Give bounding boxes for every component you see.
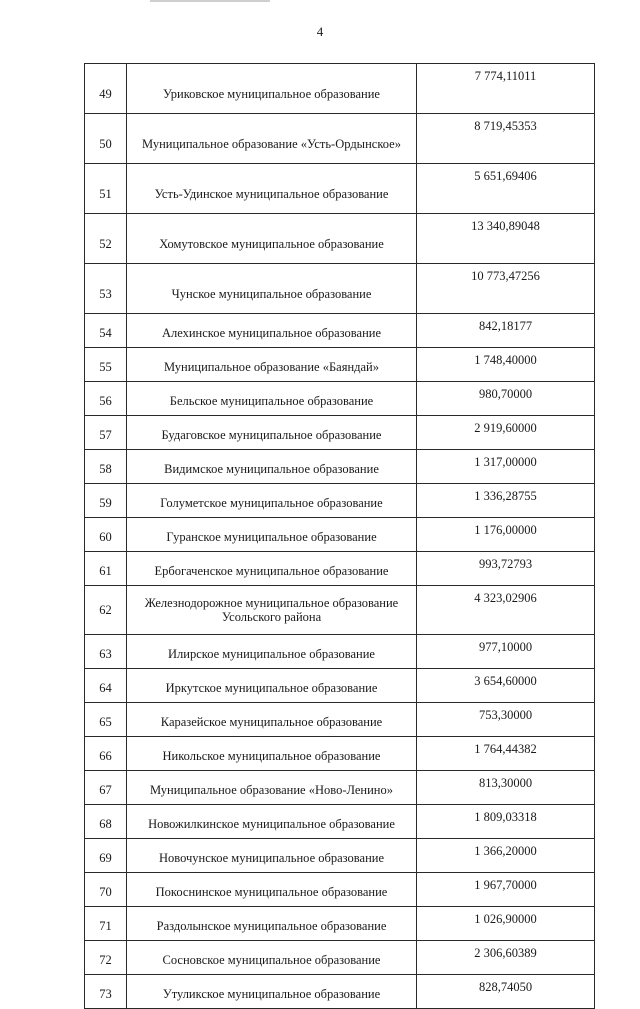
row-number: 64 (85, 669, 127, 703)
table-row (85, 416, 595, 450)
municipality-name: Хомутовское муниципальное образование (127, 214, 417, 264)
municipality-name: Сосновское муниципальное образование (127, 941, 417, 975)
amount-value: 1 026,90000 (417, 907, 595, 941)
municipality-name: Уриковское муниципальное образование (127, 64, 417, 114)
row-number: 70 (85, 873, 127, 907)
table-row (85, 907, 595, 941)
row-number: 49 (85, 64, 127, 114)
municipality-name: Новочунское муниципальное образование (127, 839, 417, 873)
row-number: 61 (85, 552, 127, 586)
amount-value: 13 340,89048 (417, 214, 595, 264)
table-row (85, 586, 595, 635)
municipality-name: Муниципальное образование «Баяндай» (127, 348, 417, 382)
row-number: 58 (85, 450, 127, 484)
amount-value: 1 336,28755 (417, 484, 595, 518)
row-number: 72 (85, 941, 127, 975)
municipality-name: Раздолынское муниципальное образование (127, 907, 417, 941)
table-row (85, 518, 595, 552)
row-number: 65 (85, 703, 127, 737)
amount-value: 2 306,60389 (417, 941, 595, 975)
amount-value: 977,10000 (417, 635, 595, 669)
amount-value: 8 719,45353 (417, 114, 595, 164)
row-number: 69 (85, 839, 127, 873)
amount-value: 842,18177 (417, 314, 595, 348)
row-number: 55 (85, 348, 127, 382)
table-row (85, 737, 595, 771)
table-row (85, 873, 595, 907)
table-row (85, 314, 595, 348)
table-row (85, 635, 595, 669)
municipality-name: Никольское муниципальное образование (127, 737, 417, 771)
table-row (85, 484, 595, 518)
municipality-name: Бельское муниципальное образование (127, 382, 417, 416)
table-row (85, 164, 595, 214)
municipality-name: Будаговское муниципальное образование (127, 416, 417, 450)
row-number: 57 (85, 416, 127, 450)
row-number: 52 (85, 214, 127, 264)
amount-value: 1 967,70000 (417, 873, 595, 907)
municipality-name: Усть-Удинское муниципальное образование (127, 164, 417, 214)
table-row (85, 669, 595, 703)
municipality-name: Илирское муниципальное образование (127, 635, 417, 669)
municipality-name: Каразейское муниципальное образование (127, 703, 417, 737)
table-row (85, 805, 595, 839)
table-row (85, 382, 595, 416)
municipality-name: Муниципальное образование «Усть-Ордынское» (127, 114, 417, 164)
amount-value: 10 773,47256 (417, 264, 595, 314)
table-row (85, 64, 595, 114)
row-number: 51 (85, 164, 127, 214)
amount-value: 7 774,11011 (417, 64, 595, 114)
row-number: 59 (85, 484, 127, 518)
table-row (85, 214, 595, 264)
municipality-name: Алехинское муниципальное образование (127, 314, 417, 348)
row-number: 66 (85, 737, 127, 771)
table-row (85, 941, 595, 975)
municipality-name: Чунское муниципальное образование (127, 264, 417, 314)
amount-value: 1 366,20000 (417, 839, 595, 873)
table-row (85, 348, 595, 382)
row-number: 56 (85, 382, 127, 416)
table-row (85, 552, 595, 586)
scan-artifact (150, 0, 270, 2)
table-row (85, 114, 595, 164)
amount-value: 813,30000 (417, 771, 595, 805)
municipality-name: Покоснинское муниципальное образование (127, 873, 417, 907)
allocation-table (84, 63, 595, 1009)
amount-value: 1 764,44382 (417, 737, 595, 771)
row-number: 60 (85, 518, 127, 552)
municipality-name: Ербогаченское муниципальное образование (127, 552, 417, 586)
row-number: 53 (85, 264, 127, 314)
row-number: 54 (85, 314, 127, 348)
amount-value: 1 317,00000 (417, 450, 595, 484)
municipality-name: Видимское муниципальное образование (127, 450, 417, 484)
municipality-name: Железнодорожное муниципальное образование Усольского района (127, 586, 417, 635)
table-row (85, 264, 595, 314)
municipality-name: Муниципальное образование «Ново-Ленино» (127, 771, 417, 805)
row-number: 63 (85, 635, 127, 669)
municipality-name: Голуметское муниципальное образование (127, 484, 417, 518)
amount-value: 753,30000 (417, 703, 595, 737)
municipality-name: Новожилкинское муниципальное образование (127, 805, 417, 839)
row-number: 73 (85, 975, 127, 1009)
row-number: 50 (85, 114, 127, 164)
amount-value: 2 919,60000 (417, 416, 595, 450)
amount-value: 828,74050 (417, 975, 595, 1009)
amount-value: 993,72793 (417, 552, 595, 586)
table-row (85, 839, 595, 873)
municipality-name: Гуранское муниципальное образование (127, 518, 417, 552)
amount-value: 5 651,69406 (417, 164, 595, 214)
municipality-name: Утуликское муниципальное образование (127, 975, 417, 1009)
amount-value: 4 323,02906 (417, 586, 595, 635)
allocation-table-wrap (84, 63, 594, 1009)
table-row (85, 975, 595, 1009)
table-row (85, 450, 595, 484)
row-number: 67 (85, 771, 127, 805)
amount-value: 1 748,40000 (417, 348, 595, 382)
table-row (85, 771, 595, 805)
row-number: 62 (85, 586, 127, 635)
row-number: 68 (85, 805, 127, 839)
table-body (85, 64, 595, 1009)
amount-value: 3 654,60000 (417, 669, 595, 703)
page-number: 4 (316, 24, 324, 39)
municipality-name: Иркутское муниципальное образование (127, 669, 417, 703)
row-number: 71 (85, 907, 127, 941)
amount-value: 980,70000 (417, 382, 595, 416)
table-row (85, 703, 595, 737)
amount-value: 1 809,03318 (417, 805, 595, 839)
amount-value: 1 176,00000 (417, 518, 595, 552)
